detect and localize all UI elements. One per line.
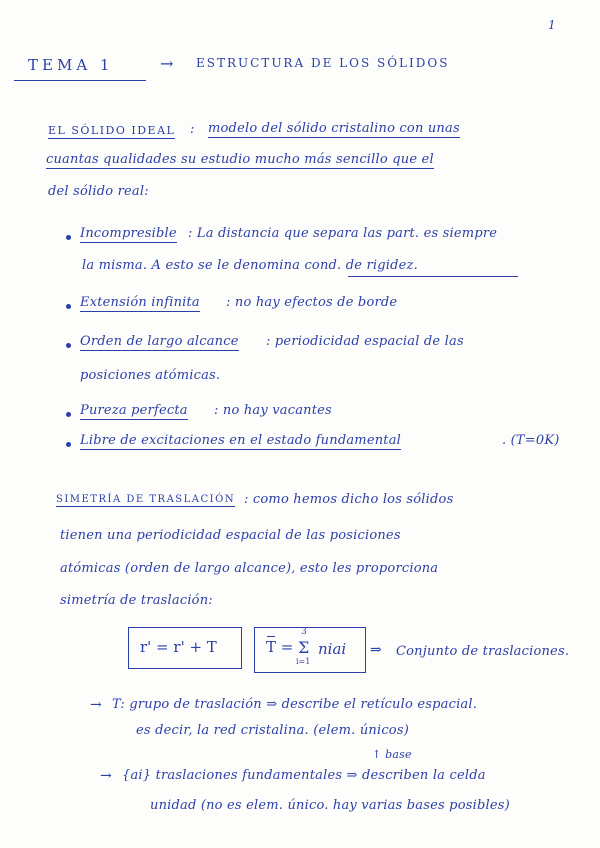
note-arrow: → xyxy=(100,768,112,784)
simetria-line: tienen una periodicidad espacial de las posiciones xyxy=(60,528,401,543)
bullet-text: : no hay vacantes xyxy=(214,403,332,418)
sum-term: niai xyxy=(318,640,347,658)
bullet-text: la misma. A esto se le denomina cond. de rigidez. xyxy=(82,258,418,273)
rigidez-underline xyxy=(348,276,518,277)
formula-result: Conjunto de traslaciones. xyxy=(396,644,570,659)
title-underline xyxy=(14,80,146,81)
bullet-dot xyxy=(66,412,71,417)
bullet-term-incompresible: Incompresible xyxy=(80,226,177,241)
bullet-text: . (T=0K) xyxy=(502,433,560,448)
equals-sign: = xyxy=(280,638,294,656)
ideal-line-3: del sólido real: xyxy=(48,184,149,199)
bullet-dot xyxy=(66,304,71,309)
bullet-text: posiciones atómicas. xyxy=(80,368,221,383)
simetria-line: simetría de traslación: xyxy=(60,593,213,608)
ideal-line-1: modelo del sólido cristalino con unas xyxy=(208,121,460,136)
note-arrow: → xyxy=(90,697,102,713)
simetria-heading: SIMETRÍA DE TRASLACIÓN xyxy=(56,494,236,505)
vector-T: T xyxy=(266,638,277,656)
sum-symbol: Σ xyxy=(298,638,310,657)
note-line: T: grupo de traslación ⇒ describe el retículo espacial. xyxy=(112,697,478,712)
bullet-term-pureza: Pureza perfecta xyxy=(80,403,188,418)
bullet-term-libre: Libre de excitaciones en el estado fundamental xyxy=(80,433,402,448)
topic-title-text: TEMA 1 xyxy=(28,56,114,74)
formula-translation xyxy=(266,638,293,656)
title-arrow: → xyxy=(160,54,174,73)
note-line: es decir, la red cristalina. (elem. únicos) xyxy=(136,723,409,738)
page-number: 1 xyxy=(548,18,556,32)
bullet-text: : periodicidad espacial de las xyxy=(266,334,464,349)
note-line: unidad (no es elem. único. hay varias bases posibles) xyxy=(150,798,510,813)
topic-title xyxy=(28,56,113,74)
bullet-term-extension: Extensión infinita xyxy=(80,295,200,310)
formula-position: r' = r' + T xyxy=(140,638,217,656)
ideal-line-2: cuantas qualidades su estudio mucho más sencillo que el xyxy=(46,152,434,167)
sum-upper-limit: 3 xyxy=(301,627,307,637)
base-annotation: ↑ base xyxy=(372,748,412,761)
bullet-dot xyxy=(66,442,71,447)
bullet-term-orden: Orden de largo alcance xyxy=(80,334,239,349)
ideal-colon: : xyxy=(190,122,195,137)
topic-subtitle: ESTRUCTURA DE LOS SÓLIDOS xyxy=(196,56,450,70)
simetria-line: atómicas (orden de largo alcance), esto les proporciona xyxy=(60,561,439,576)
bullet-dot xyxy=(66,235,71,240)
ideal-heading: EL SÓLIDO IDEAL xyxy=(48,124,176,137)
simetria-line: : como hemos dicho los sólidos xyxy=(244,492,454,507)
bullet-dot xyxy=(66,343,71,348)
bullet-text: : no hay efectos de borde xyxy=(226,295,398,310)
formula-implies-arrow: ⇒ xyxy=(370,642,382,658)
note-line: {ai} traslaciones fundamentales ⇒ describen la celda xyxy=(122,768,486,783)
sum-lower-limit: i=1 xyxy=(296,657,311,666)
bullet-text: : La distancia que separa las part. es siempre xyxy=(188,226,498,241)
